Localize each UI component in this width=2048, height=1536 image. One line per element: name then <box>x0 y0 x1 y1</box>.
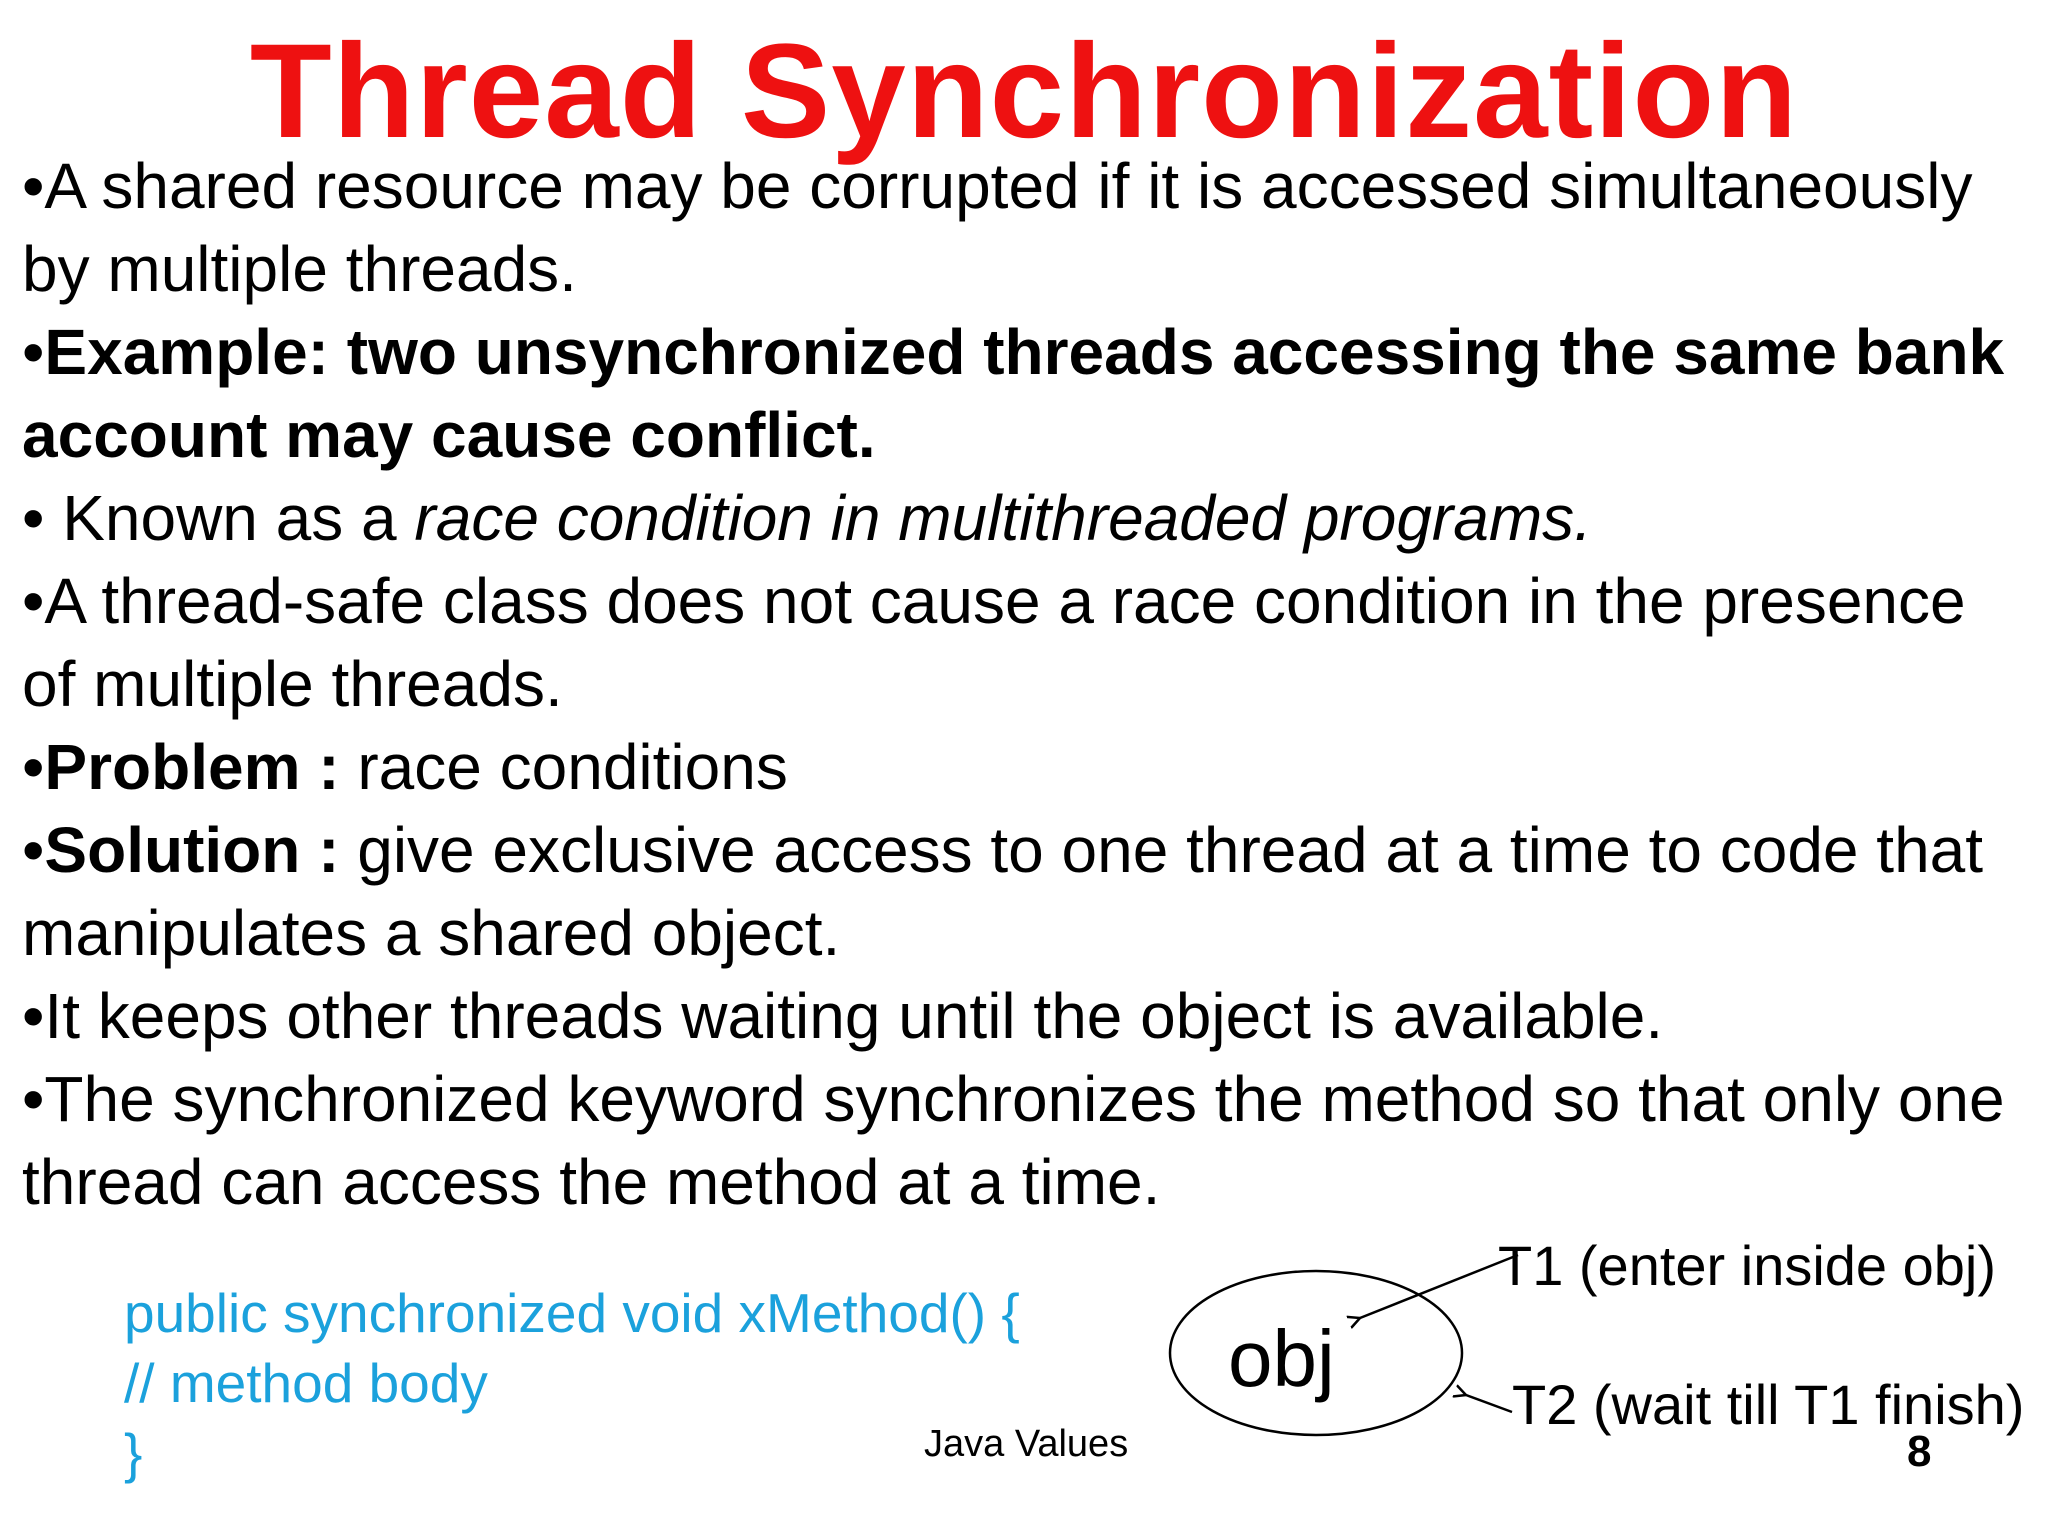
bullet-text: Known as a <box>62 482 415 554</box>
bullet-bold-text: Example: two unsynchronized threads accessing the same bank account may cause conflict. <box>22 316 2005 471</box>
footer-text: Java Values <box>924 1423 1129 1465</box>
bullet-bold-text: Problem : <box>44 731 340 803</box>
bullet-marker: • <box>22 565 45 637</box>
code-line: public synchronized void xMethod() { <box>124 1282 1020 1344</box>
bullet-marker: • <box>22 150 45 222</box>
bullet-marker: • <box>22 814 45 886</box>
bullet-text: It keeps other threads waiting until the object is available. <box>44 980 1664 1052</box>
bullet-italic-text: race condition in multithreaded programs. <box>414 482 1592 554</box>
t1-label: T1 (enter inside obj) <box>1498 1234 1997 1297</box>
bullet-text: A thread-safe class does not cause a race condition in the presence of multiple threads. <box>22 565 1966 720</box>
t2-arrow <box>1466 1395 1512 1412</box>
bullet-marker: • <box>22 482 63 554</box>
object-label: obj <box>1228 1314 1335 1403</box>
bullet-marker: • <box>22 1063 45 1135</box>
bullet-text: The synchronized keyword synchronizes the method so that only one thread can access the method at a time. <box>22 1063 2005 1218</box>
bullet-bold-text: Solution : <box>44 814 340 886</box>
bullet-marker: • <box>22 980 45 1052</box>
code-line: } <box>124 1422 143 1484</box>
code-line: // method body <box>124 1352 488 1414</box>
bullet-marker: • <box>22 316 45 388</box>
bullet-marker: • <box>22 731 45 803</box>
slide-title: Thread Synchronization <box>249 17 1799 166</box>
page-number: 8 <box>1907 1427 1932 1476</box>
t2-label: T2 (wait till T1 finish) <box>1512 1373 2025 1436</box>
bullet-text: A shared resource may be corrupted if it is accessed simultaneously by multiple threads. <box>22 150 1973 305</box>
bullet-text: give exclusive access to one thread at a time to code that manipulates a shared object. <box>22 814 1984 969</box>
bullet-text: race conditions <box>339 731 788 803</box>
